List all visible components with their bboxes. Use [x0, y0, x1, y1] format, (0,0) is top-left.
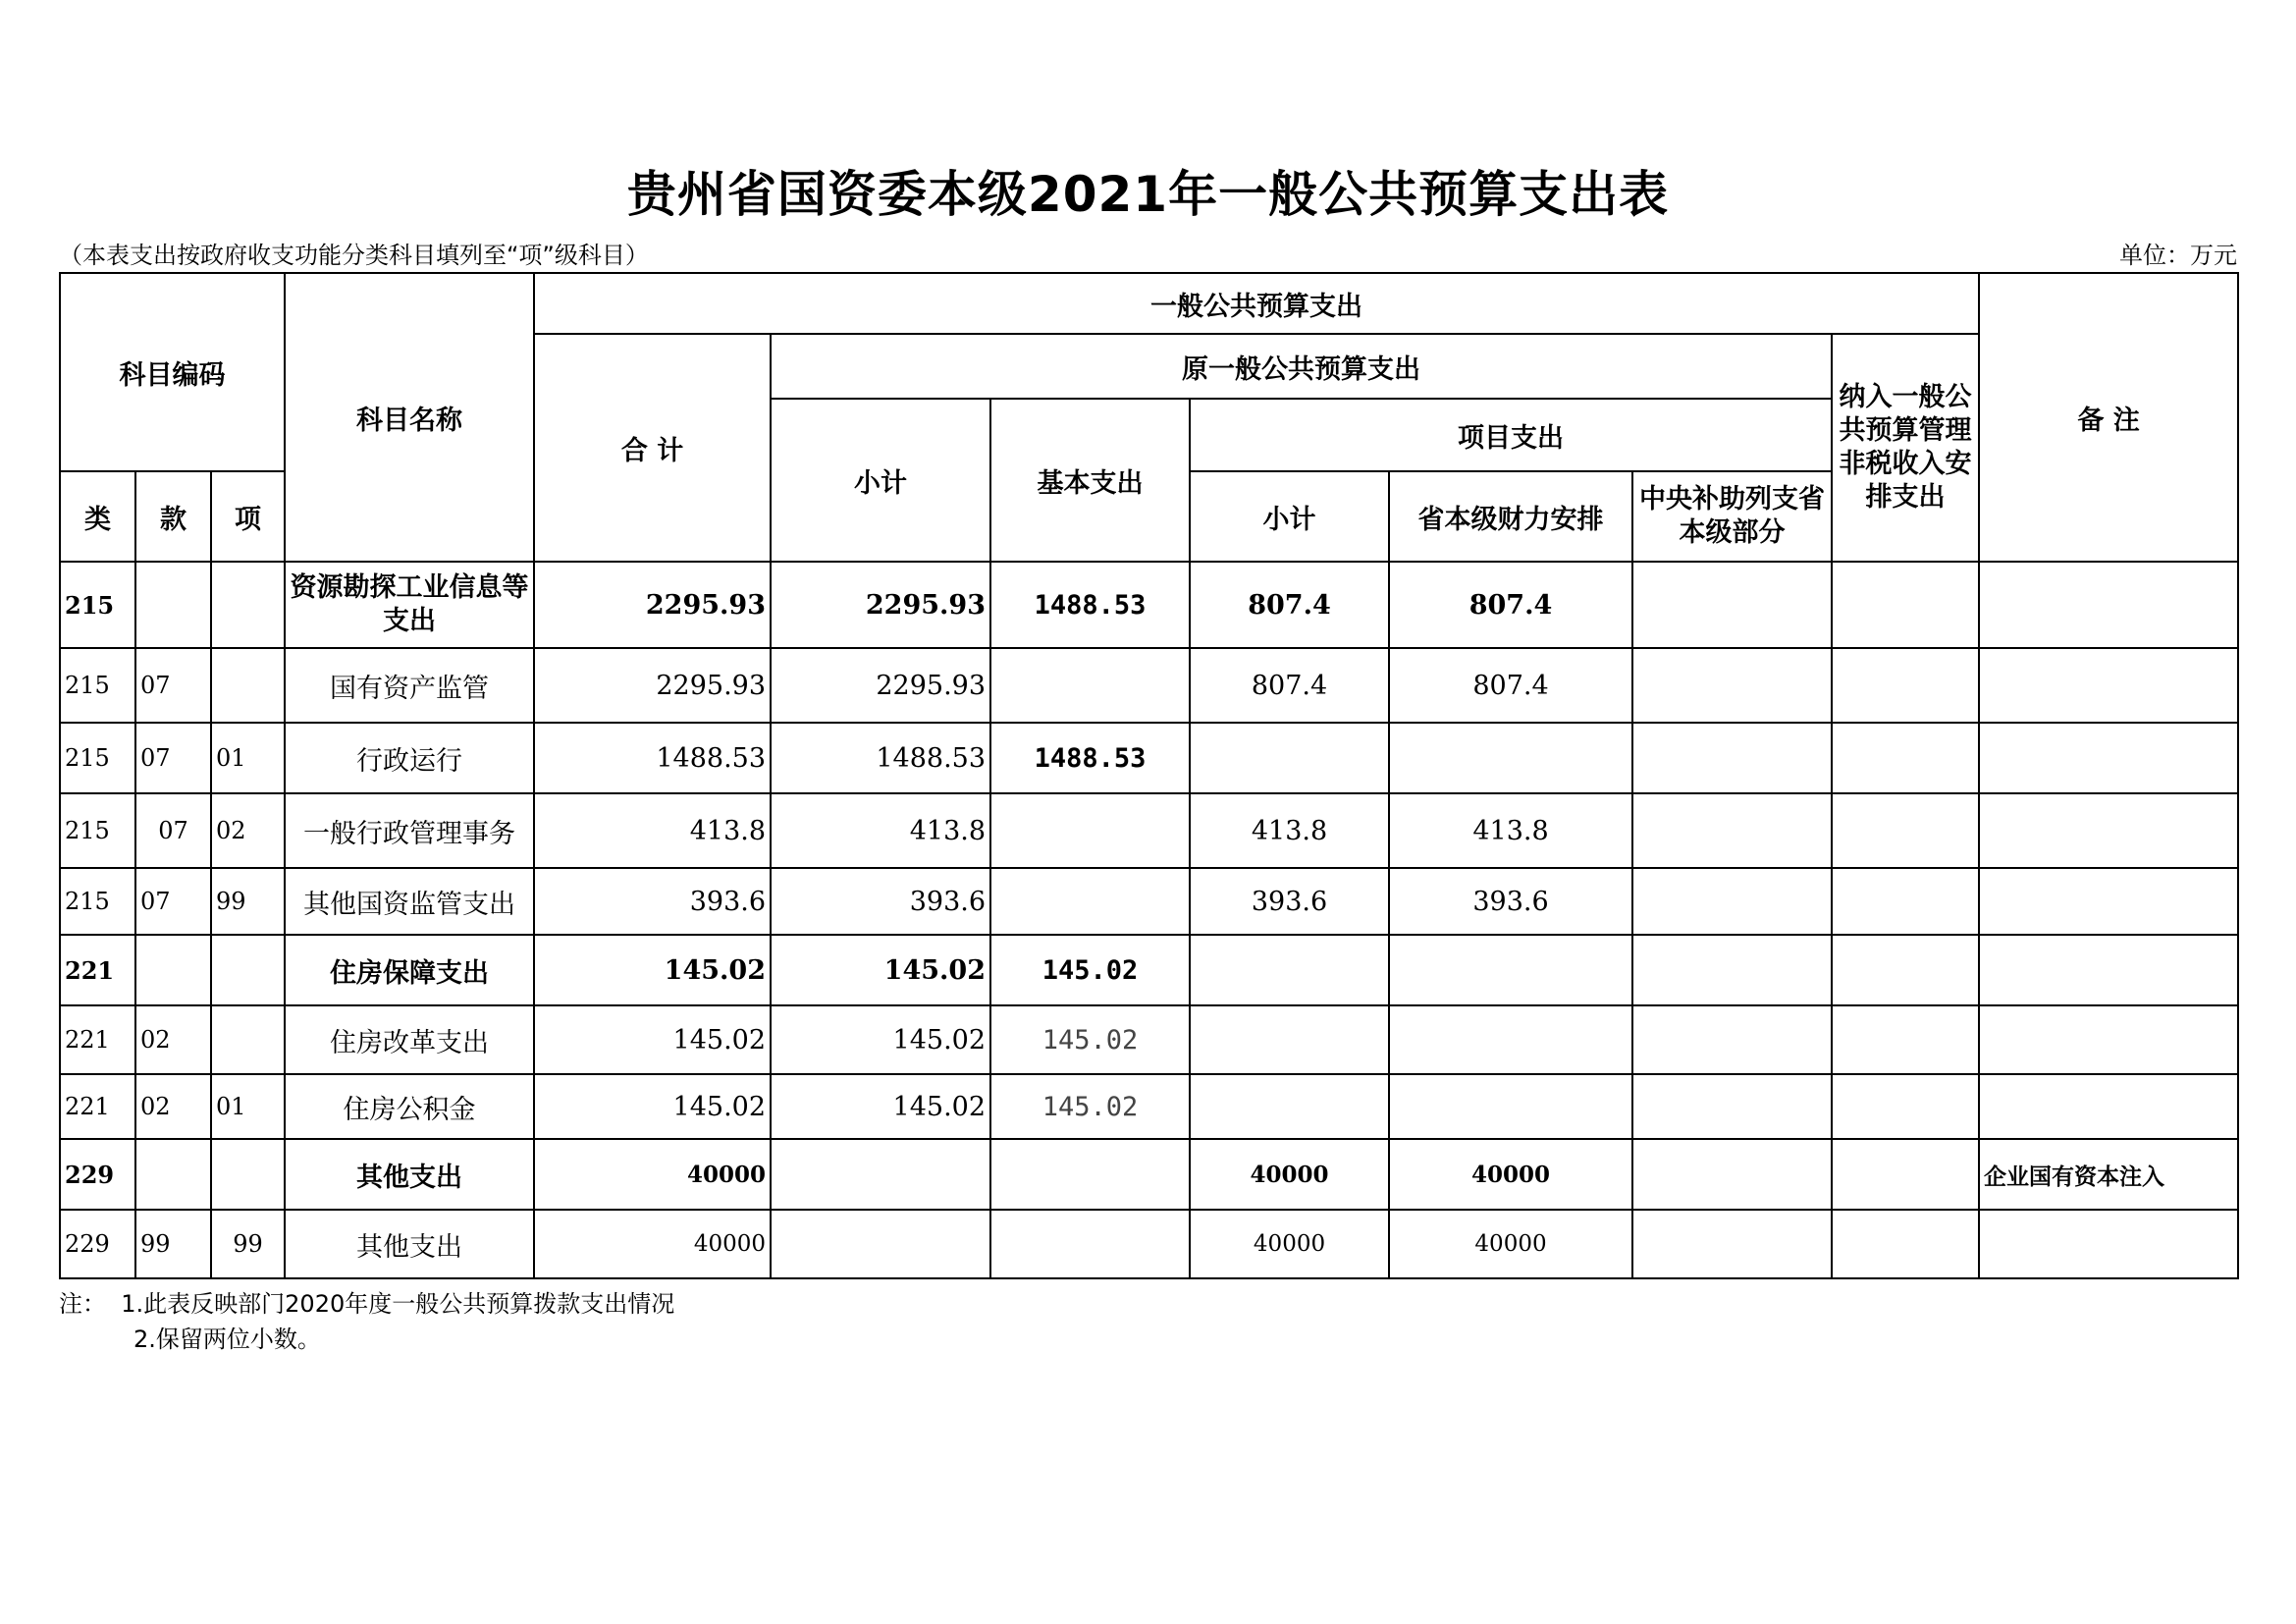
cell-provincial — [1389, 935, 1632, 1005]
note-label: 注： — [59, 1290, 106, 1318]
table-row — [60, 648, 2238, 723]
header-code: 科目编码 — [60, 273, 285, 471]
cell-total: 40000 — [534, 1139, 771, 1210]
cell-basic — [990, 1210, 1190, 1278]
cell-total: 40000 — [534, 1210, 771, 1278]
cell-subtotal: 393.6 — [771, 868, 990, 935]
header-provincial: 省本级财力安排 — [1389, 471, 1632, 562]
cell-basic — [990, 793, 1190, 868]
unit-label: 单位：万元 — [2119, 242, 2237, 269]
cell-project-subtotal — [1190, 935, 1389, 1005]
header-lei: 类 — [60, 471, 135, 562]
cell-remark — [1979, 935, 2238, 1005]
note-line-1 — [59, 1286, 674, 1322]
cell-xiang: 01 — [211, 723, 285, 793]
cell-provincial — [1389, 1005, 1632, 1074]
cell-nontax — [1832, 868, 1979, 935]
cell-central — [1632, 1074, 1832, 1139]
table-subtitle: （本表支出按政府收支功能分类科目填列至“项”级科目） — [59, 242, 649, 269]
cell-basic: 145.02 — [990, 1074, 1190, 1139]
header-basic: 基本支出 — [990, 399, 1190, 562]
cell-provincial: 807.4 — [1389, 562, 1632, 648]
cell-total: 145.02 — [534, 935, 771, 1005]
table-row — [60, 562, 2238, 648]
header-general: 一般公共预算支出 — [534, 273, 1979, 334]
cell-remark — [1979, 1005, 2238, 1074]
cell-lei: 229 — [60, 1210, 135, 1278]
cell-subtotal: 145.02 — [771, 1074, 990, 1139]
cell-name: 其他支出 — [285, 1139, 534, 1210]
cell-nontax — [1832, 793, 1979, 868]
cell-nontax — [1832, 935, 1979, 1005]
cell-nontax — [1832, 562, 1979, 648]
cell-xiang: 01 — [211, 1074, 285, 1139]
cell-project-subtotal — [1190, 1074, 1389, 1139]
cell-nontax — [1832, 1139, 1979, 1210]
cell-remark — [1979, 868, 2238, 935]
header-project: 项目支出 — [1190, 399, 1832, 471]
cell-project-subtotal: 40000 — [1190, 1210, 1389, 1278]
table-notes — [59, 1286, 674, 1357]
cell-provincial: 40000 — [1389, 1210, 1632, 1278]
cell-basic: 145.02 — [990, 935, 1190, 1005]
cell-central — [1632, 935, 1832, 1005]
cell-remark — [1979, 562, 2238, 648]
cell-central — [1632, 868, 1832, 935]
cell-lei: 215 — [60, 723, 135, 793]
cell-subtotal — [771, 1139, 990, 1210]
table-row — [60, 1005, 2238, 1074]
header-xiang: 项 — [211, 471, 285, 562]
cell-nontax — [1832, 1074, 1979, 1139]
cell-kuan: 07 — [135, 793, 211, 868]
cell-name: 资源勘探工业信息等支出 — [285, 562, 534, 648]
cell-nontax — [1832, 1210, 1979, 1278]
cell-central — [1632, 1210, 1832, 1278]
cell-provincial: 413.8 — [1389, 793, 1632, 868]
table-row — [60, 793, 2238, 868]
cell-subtotal: 413.8 — [771, 793, 990, 868]
table-row — [60, 868, 2238, 935]
cell-subtotal: 2295.93 — [771, 562, 990, 648]
table-row — [60, 1074, 2238, 1139]
cell-remark — [1979, 793, 2238, 868]
cell-name: 住房保障支出 — [285, 935, 534, 1005]
cell-kuan: 02 — [135, 1005, 211, 1074]
header-total: 合 计 — [534, 334, 771, 562]
cell-nontax — [1832, 648, 1979, 723]
cell-provincial: 807.4 — [1389, 648, 1632, 723]
cell-lei: 215 — [60, 648, 135, 723]
cell-xiang — [211, 935, 285, 1005]
cell-xiang — [211, 562, 285, 648]
cell-xiang — [211, 1139, 285, 1210]
cell-project-subtotal — [1190, 723, 1389, 793]
cell-lei: 215 — [60, 562, 135, 648]
cell-basic: 1488.53 — [990, 562, 1190, 648]
cell-remark — [1979, 648, 2238, 723]
cell-xiang: 02 — [211, 793, 285, 868]
cell-name: 国有资产监管 — [285, 648, 534, 723]
cell-subtotal — [771, 1210, 990, 1278]
cell-kuan: 07 — [135, 648, 211, 723]
cell-basic: 145.02 — [990, 1005, 1190, 1074]
cell-remark: 企业国有资本注入 — [1979, 1139, 2238, 1210]
budget-table — [59, 272, 2239, 1279]
table-row — [60, 1139, 2238, 1210]
cell-name: 行政运行 — [285, 723, 534, 793]
note-text-2: 2.保留两位小数。 — [133, 1326, 321, 1353]
cell-project-subtotal — [1190, 1005, 1389, 1074]
cell-central — [1632, 1005, 1832, 1074]
cell-kuan — [135, 562, 211, 648]
cell-central — [1632, 1139, 1832, 1210]
cell-remark — [1979, 1210, 2238, 1278]
cell-lei: 221 — [60, 935, 135, 1005]
cell-lei: 215 — [60, 793, 135, 868]
cell-lei: 221 — [60, 1005, 135, 1074]
cell-project-subtotal: 413.8 — [1190, 793, 1389, 868]
cell-name: 住房公积金 — [285, 1074, 534, 1139]
cell-project-subtotal: 393.6 — [1190, 868, 1389, 935]
cell-total: 2295.93 — [534, 648, 771, 723]
cell-remark — [1979, 1074, 2238, 1139]
cell-name: 其他国资监管支出 — [285, 868, 534, 935]
cell-subtotal: 1488.53 — [771, 723, 990, 793]
header-central: 中央补助列支省本级部分 — [1632, 471, 1832, 562]
header-name: 科目名称 — [285, 273, 534, 562]
table-row — [60, 1210, 2238, 1278]
cell-lei: 229 — [60, 1139, 135, 1210]
cell-total: 145.02 — [534, 1005, 771, 1074]
header-project-subtotal: 小计 — [1190, 471, 1389, 562]
cell-project-subtotal: 807.4 — [1190, 562, 1389, 648]
cell-xiang: 99 — [211, 1210, 285, 1278]
cell-nontax — [1832, 723, 1979, 793]
cell-name: 其他支出 — [285, 1210, 534, 1278]
cell-kuan: 07 — [135, 723, 211, 793]
cell-nontax — [1832, 1005, 1979, 1074]
header-subtotal: 小计 — [771, 399, 990, 562]
table-row — [60, 935, 2238, 1005]
cell-kuan: 02 — [135, 1074, 211, 1139]
cell-provincial: 40000 — [1389, 1139, 1632, 1210]
cell-basic — [990, 1139, 1190, 1210]
cell-project-subtotal: 40000 — [1190, 1139, 1389, 1210]
cell-name: 住房改革支出 — [285, 1005, 534, 1074]
cell-basic — [990, 648, 1190, 723]
cell-name: 一般行政管理事务 — [285, 793, 534, 868]
cell-total: 2295.93 — [534, 562, 771, 648]
cell-total: 393.6 — [534, 868, 771, 935]
cell-provincial — [1389, 1074, 1632, 1139]
cell-total: 1488.53 — [534, 723, 771, 793]
cell-remark — [1979, 723, 2238, 793]
cell-subtotal: 145.02 — [771, 1005, 990, 1074]
cell-provincial — [1389, 723, 1632, 793]
header-remark: 备 注 — [1979, 273, 2238, 562]
cell-central — [1632, 723, 1832, 793]
cell-lei: 215 — [60, 868, 135, 935]
header-original: 原一般公共预算支出 — [771, 334, 1832, 399]
cell-basic — [990, 868, 1190, 935]
cell-total: 145.02 — [534, 1074, 771, 1139]
cell-xiang — [211, 648, 285, 723]
cell-kuan — [135, 935, 211, 1005]
cell-central — [1632, 648, 1832, 723]
cell-kuan: 07 — [135, 868, 211, 935]
cell-central — [1632, 562, 1832, 648]
cell-subtotal: 2295.93 — [771, 648, 990, 723]
cell-central — [1632, 793, 1832, 868]
cell-subtotal: 145.02 — [771, 935, 990, 1005]
cell-total: 413.8 — [534, 793, 771, 868]
note-line-2 — [59, 1322, 674, 1357]
cell-xiang — [211, 1005, 285, 1074]
cell-lei: 221 — [60, 1074, 135, 1139]
header-nontax: 纳入一般公共预算管理非税收入安排支出 — [1832, 334, 1979, 562]
cell-provincial: 393.6 — [1389, 868, 1632, 935]
cell-xiang: 99 — [211, 868, 285, 935]
cell-basic: 1488.53 — [990, 723, 1190, 793]
header-kuan: 款 — [135, 471, 211, 562]
cell-project-subtotal: 807.4 — [1190, 648, 1389, 723]
table-row — [60, 723, 2238, 793]
note-text-1: 1.此表反映部门2020年度一般公共预算拨款支出情况 — [121, 1290, 675, 1318]
cell-kuan: 99 — [135, 1210, 211, 1278]
page-title: 贵州省国资委本级2021年一般公共预算支出表 — [626, 166, 1670, 223]
cell-kuan — [135, 1139, 211, 1210]
